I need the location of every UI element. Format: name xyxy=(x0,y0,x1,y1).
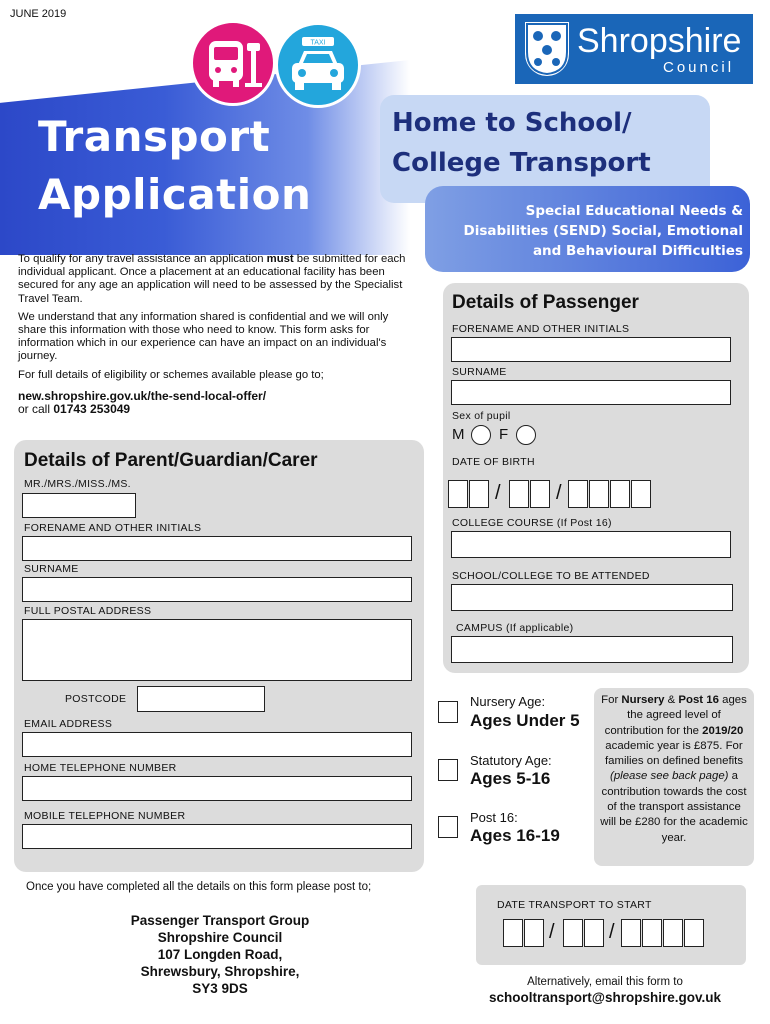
address-line3: 107 Longden Road, xyxy=(157,947,283,962)
parent-address-input[interactable] xyxy=(22,619,412,681)
sex-f-radio[interactable] xyxy=(516,425,536,445)
intro-p1-bold: must xyxy=(266,253,294,265)
intro-para-1 xyxy=(18,253,418,306)
postcode-label: POSTCODE xyxy=(65,693,127,705)
start-year-2[interactable] xyxy=(642,919,662,947)
course-label: COLLEGE COURSE (If Post 16) xyxy=(452,517,612,529)
post-instructions: Once you have completed all the details on this form please post to; xyxy=(26,881,372,893)
email-label: EMAIL ADDRESS xyxy=(24,718,113,730)
contrib-t1: For xyxy=(601,694,622,706)
parent-address-label: FULL POSTAL ADDRESS xyxy=(24,605,152,617)
course-input[interactable] xyxy=(451,531,731,558)
contrib-b3: 2019/20 xyxy=(702,724,744,737)
dob-label: DATE OF BIRTH xyxy=(452,456,535,468)
parent-forename-input[interactable] xyxy=(22,536,412,561)
logo-council: Council xyxy=(663,59,735,76)
shropshire-council-logo xyxy=(515,14,753,84)
start-slash-2: / xyxy=(609,921,615,943)
nursery-age-checkbox[interactable] xyxy=(438,701,458,723)
send-offer-link[interactable]: new.shropshire.gov.uk/the-send-local-offer/ xyxy=(18,388,267,403)
address-line1: Passenger Transport Group xyxy=(130,913,310,928)
intro-p1-b: be submitted for each individual applicant. Once a placement at an educational facility has been secured for any age an application will need to be assessed by the Specialist Travel Team. xyxy=(18,253,406,305)
call-prefix: or call xyxy=(18,402,54,417)
contrib-i1: (please see back page) xyxy=(610,770,729,783)
parent-title-label: MR./MRS./MISS./MS. xyxy=(24,478,131,490)
send-text xyxy=(425,201,743,261)
dob-day-2[interactable] xyxy=(469,480,489,508)
post16-label: Post 16: xyxy=(470,810,518,825)
intro-para-3: For full details of eligibility or schemes available please go to; xyxy=(18,368,324,381)
form-date: JUNE 2019 xyxy=(10,8,67,20)
home-title xyxy=(392,103,651,183)
address-line2: Shropshire Council xyxy=(157,930,283,945)
school-input[interactable] xyxy=(451,584,733,611)
postcode-input[interactable] xyxy=(137,686,265,712)
passenger-panel-title: Details of Passenger xyxy=(452,292,639,313)
parent-panel-title: Details of Parent/Guardian/Carer xyxy=(24,450,318,471)
start-year-4[interactable] xyxy=(684,919,704,947)
parent-surname-input[interactable] xyxy=(22,577,412,602)
sex-m-radio[interactable] xyxy=(471,425,491,445)
statutory-age-range: Ages 5-16 xyxy=(470,769,551,788)
parent-title-input[interactable] xyxy=(22,493,136,518)
home-title-line2: College Transport xyxy=(392,148,651,178)
call-line xyxy=(18,403,418,416)
campus-label: CAMPUS (If applicable) xyxy=(456,622,574,634)
campus-input[interactable] xyxy=(451,636,733,663)
taxi-sign-text: TAXI xyxy=(310,39,326,47)
sex-f-label: F xyxy=(499,426,509,443)
form-title-line1: Transport xyxy=(38,112,271,161)
bus-icon xyxy=(190,20,276,106)
dob-slash-2: / xyxy=(556,482,562,504)
mobile-label: MOBILE TELEPHONE NUMBER xyxy=(24,810,186,822)
school-label: SCHOOL/COLLEGE TO BE ATTENDED xyxy=(452,570,650,582)
sex-label: Sex of pupil xyxy=(452,410,511,422)
dob-day-1[interactable] xyxy=(448,480,468,508)
dob-month-2[interactable] xyxy=(530,480,550,508)
dob-year-2[interactable] xyxy=(589,480,609,508)
send-line1: Special Educational Needs & xyxy=(525,203,743,219)
dob-month-1[interactable] xyxy=(509,480,529,508)
address-line4: Shrewsbury, Shropshire, xyxy=(140,964,300,979)
passenger-forename-label: FORENAME AND OTHER INITIALS xyxy=(452,323,630,335)
start-year-3[interactable] xyxy=(663,919,683,947)
contrib-t2: & xyxy=(664,694,679,706)
dob-year-1[interactable] xyxy=(568,480,588,508)
start-month-2[interactable] xyxy=(584,919,604,947)
sex-m-label: M xyxy=(452,426,465,443)
start-day-1[interactable] xyxy=(503,919,523,947)
dob-year-3[interactable] xyxy=(610,480,630,508)
intro-text xyxy=(18,253,418,416)
contrib-t5: a contribution towards the cost of the transport assistance will be £280 for the academic year. xyxy=(600,770,748,844)
home-phone-input[interactable] xyxy=(22,776,412,801)
postal-address xyxy=(110,912,330,997)
send-line2: Disabilities (SEND) Social, Emotional xyxy=(463,223,743,239)
intro-p1-a: To qualify for any travel assistance an application xyxy=(18,253,267,265)
home-phone-label: HOME TELEPHONE NUMBER xyxy=(24,762,177,774)
phone-number: 01743 253049 xyxy=(53,402,131,417)
crest-icon xyxy=(525,22,569,76)
start-date-label: DATE TRANSPORT TO START xyxy=(497,899,652,911)
start-year-1[interactable] xyxy=(621,919,641,947)
send-box xyxy=(425,186,750,272)
alt-email-text: Alternatively, email this form to xyxy=(527,976,683,988)
school-transport-email[interactable]: schooltransport@shropshire.gov.uk xyxy=(489,990,721,1005)
contribution-note xyxy=(594,688,754,866)
start-slash-1: / xyxy=(549,921,555,943)
statutory-age-checkbox[interactable] xyxy=(438,759,458,781)
post16-range: Ages 16-19 xyxy=(470,826,560,845)
dob-year-4[interactable] xyxy=(631,480,651,508)
logo-name: Shropshire xyxy=(577,22,742,60)
statutory-age-label: Statutory Age: xyxy=(470,753,552,768)
parent-surname-label: SURNAME xyxy=(24,563,79,575)
start-month-1[interactable] xyxy=(563,919,583,947)
passenger-surname-input[interactable] xyxy=(451,380,731,405)
intro-para-2: We understand that any information shared is confidential and we will only share this information with those who need to know. This form asks for information which in our experience can have an impact on an individual's journey. xyxy=(18,310,389,363)
dob-slash-1: / xyxy=(495,482,501,504)
contrib-t3: ages the agreed level of contribution for the xyxy=(604,694,747,737)
email-input[interactable] xyxy=(22,732,412,757)
mobile-input[interactable] xyxy=(22,824,412,849)
passenger-forename-input[interactable] xyxy=(451,337,731,362)
passenger-surname-label: SURNAME xyxy=(452,366,507,378)
home-title-line1: Home to School/ xyxy=(392,108,632,138)
contrib-b1: Nursery xyxy=(621,694,665,706)
address-line5: SY3 9DS xyxy=(192,981,248,996)
parent-forename-label: FORENAME AND OTHER INITIALS xyxy=(24,522,202,534)
contrib-b2: Post 16 xyxy=(678,694,719,706)
taxi-icon xyxy=(275,22,361,108)
post16-checkbox[interactable] xyxy=(438,816,458,838)
form-title-line2: Application xyxy=(38,170,312,219)
start-day-2[interactable] xyxy=(524,919,544,947)
send-line3: and Behavioural Difficulties xyxy=(532,243,743,259)
nursery-age-label: Nursery Age: xyxy=(470,694,546,709)
nursery-age-range: Ages Under 5 xyxy=(470,711,580,730)
contrib-t4: academic year is £875. For families on defined benefits xyxy=(604,739,744,768)
